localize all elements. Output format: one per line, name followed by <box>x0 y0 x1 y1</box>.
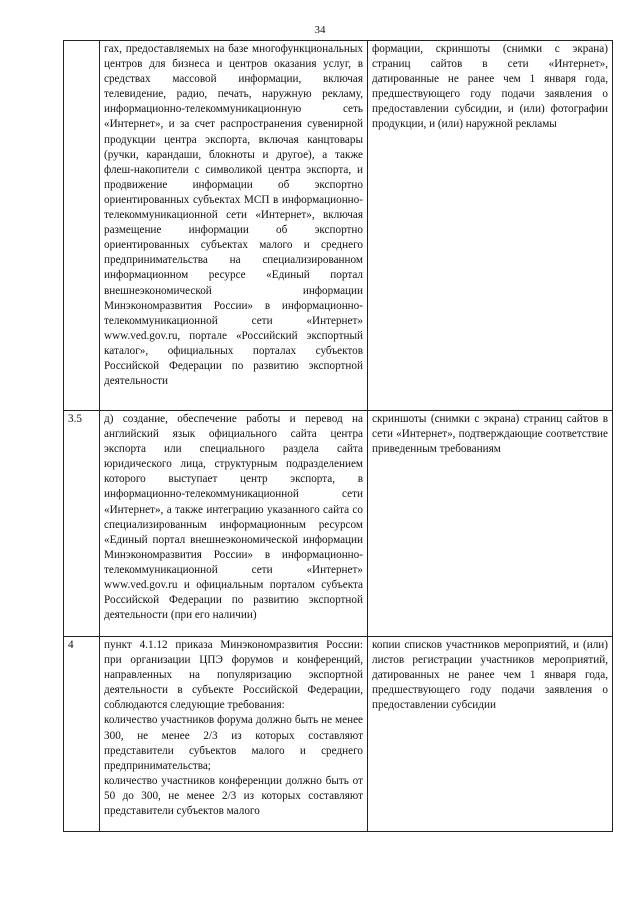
page-number: 34 <box>314 24 326 36</box>
row-number: 4 <box>64 637 100 832</box>
documents-cell: формации, скриншоты (снимки с экрана) страниц сайтов в сети «Интернет», датированные не ранее чем 1 января года, предшествующего году подачи заявления о предоставлении субсидии, и (или) фотографии продукции, и (или) наружной рекламы <box>368 41 613 411</box>
row-number: 3.5 <box>64 411 100 637</box>
requirement-cell: гах, предоставляемых на базе многофункциональных центров для бизнеса и центров оказания услуг, в средствах массовой информации, включая телевидение, радио, печать, наружную рекламу, информационно-телекоммуникационную сеть «Интернет», и за счет распространения сувенирной продукции центра экспорта, включая канцтовары (ручки, карандаши, блокноты и другое), а также флеш-накопители с символикой центра экспорта, и продвижение информации об экспортно ориентированных субъектах МСП в информационно-телекоммуникационной сети «Интернет», включая размещение информации об экспортно ориентированных субъектах малого и среднего предпринимательства на специализированном информационном ресурсе «Единый портал внешнеэкономической информации Минэкономразвития России» в информационно-телекоммуникационной сети «Интернет» www.ved.gov.ru, портале «Российский экспортный каталог», официальных порталах субъектов Российской Федерации по развитию экспортной деятельности <box>100 41 368 411</box>
table-row <box>64 411 613 637</box>
table-row <box>64 41 613 411</box>
requirement-text: пункт 4.1.12 приказа Минэкономразвития России: при организации ЦПЭ форумов и конференций, направленных на популяризацию экспортной деятельности в субъекте Российской Федерации, соблюдаются следующие требования: <box>104 639 363 712</box>
documents-cell: скриншоты (снимки с экрана) страниц сайтов в сети «Интернет», подтверждающие соответствие приведенным требованиям <box>368 411 613 637</box>
requirement-cell: д) создание, обеспечение работы и перевод на английский язык официального сайта центра экспорта или специального раздела сайта юридического лица, структурным подразделением которого выступает центр экспорта, в информационно-телекоммуникационной сети «Интернет», а также интеграцию указанного сайта со специализированным информационным ресурсом «Единый портал внешнеэкономической информации Минэкономразвития России» в информационно-телекоммуникационной сети «Интернет» www.ved.gov.ru и официальным порталом субъекта Российской Федерации по развитию экспортной деятельности (при его наличии) <box>100 411 368 637</box>
requirement-cell <box>100 637 368 832</box>
requirements-table <box>63 40 613 832</box>
requirement-item: количество участников конференции должно быть от 50 до 300, не менее 2/3 из которых составляют представители субъектов малого <box>104 774 363 818</box>
row-number <box>64 41 100 411</box>
documents-cell: копии списков участников мероприятий, и (или) листов регистрации участников мероприятий, датированных не ранее чем 1 января года, предшествующего году подачи заявления о предоставлении субсидии <box>368 637 613 832</box>
table-row <box>64 637 613 832</box>
requirement-item: количество участников форума должно быть не менее 300, не менее 2/3 из которых составляют представители субъектов малого и среднего предпринимательства; <box>104 714 363 772</box>
